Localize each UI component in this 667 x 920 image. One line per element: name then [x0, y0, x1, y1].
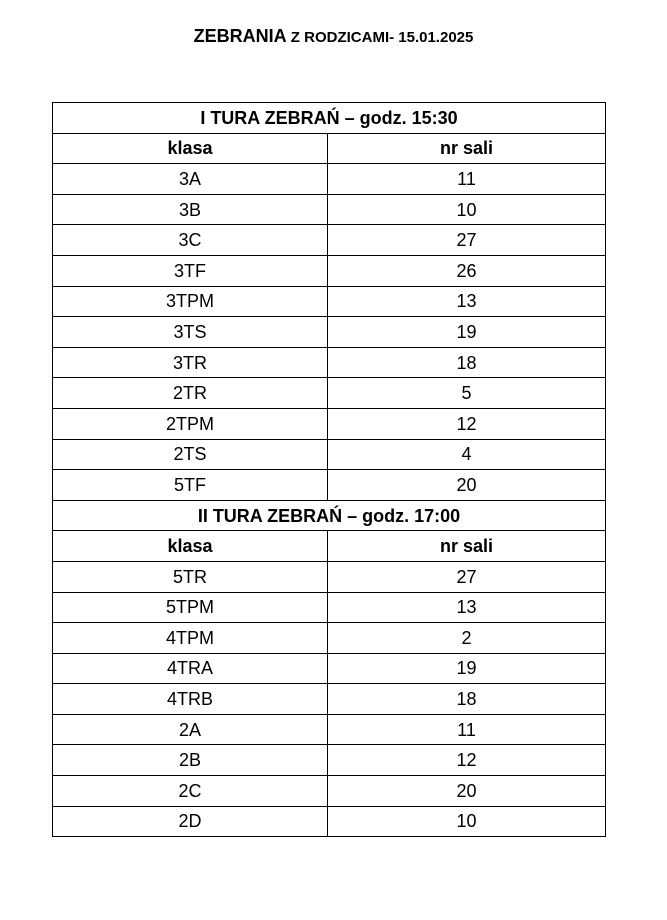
room-cell: 27	[328, 225, 606, 256]
document-title	[0, 26, 667, 47]
column-header-room: nr sali	[328, 531, 606, 562]
table-row	[53, 623, 606, 654]
table-row	[53, 653, 606, 684]
table-row	[53, 561, 606, 592]
tour-header-row	[53, 500, 606, 531]
class-cell: 3A	[53, 164, 328, 195]
meetings-table-body	[53, 103, 606, 837]
room-cell: 19	[328, 653, 606, 684]
column-header-row	[53, 133, 606, 164]
room-cell: 20	[328, 776, 606, 807]
room-cell: 10	[328, 194, 606, 225]
class-cell: 2D	[53, 806, 328, 837]
class-cell: 2TR	[53, 378, 328, 409]
class-cell: 3TR	[53, 347, 328, 378]
table-row	[53, 317, 606, 348]
room-cell: 11	[328, 714, 606, 745]
room-cell: 18	[328, 684, 606, 715]
room-cell: 4	[328, 439, 606, 470]
class-cell: 5TR	[53, 561, 328, 592]
class-cell: 5TPM	[53, 592, 328, 623]
table-row	[53, 776, 606, 807]
room-cell: 12	[328, 745, 606, 776]
class-cell: 2B	[53, 745, 328, 776]
column-header-class: klasa	[53, 133, 328, 164]
class-cell: 3C	[53, 225, 328, 256]
table-row	[53, 378, 606, 409]
room-cell: 19	[328, 317, 606, 348]
title-subtitle: Z RODZICAMI- 15.01.2025	[286, 29, 474, 46]
table-row	[53, 714, 606, 745]
room-cell: 5	[328, 378, 606, 409]
room-cell: 13	[328, 592, 606, 623]
class-cell: 5TF	[53, 470, 328, 501]
tour-header-row	[53, 103, 606, 134]
title-main: ZEBRANIA	[193, 26, 287, 46]
class-cell: 4TPM	[53, 623, 328, 654]
room-cell: 2	[328, 623, 606, 654]
column-header-row	[53, 531, 606, 562]
room-cell: 20	[328, 470, 606, 501]
class-cell: 2A	[53, 714, 328, 745]
table-row	[53, 347, 606, 378]
table-row	[53, 194, 606, 225]
tour-title: I TURA ZEBRAŃ – godz. 15:30	[53, 103, 606, 134]
table-row	[53, 439, 606, 470]
tour-title: II TURA ZEBRAŃ – godz. 17:00	[53, 500, 606, 531]
class-cell: 2TPM	[53, 408, 328, 439]
room-cell: 13	[328, 286, 606, 317]
table-row	[53, 684, 606, 715]
table-row	[53, 745, 606, 776]
class-cell: 3TS	[53, 317, 328, 348]
table-row	[53, 806, 606, 837]
room-cell: 11	[328, 164, 606, 195]
table-row	[53, 164, 606, 195]
class-cell: 2C	[53, 776, 328, 807]
table-row	[53, 408, 606, 439]
room-cell: 26	[328, 255, 606, 286]
table-row	[53, 286, 606, 317]
column-header-room: nr sali	[328, 133, 606, 164]
meetings-table	[52, 102, 606, 837]
table-row	[53, 592, 606, 623]
table-row	[53, 470, 606, 501]
room-cell: 10	[328, 806, 606, 837]
class-cell: 4TRA	[53, 653, 328, 684]
room-cell: 18	[328, 347, 606, 378]
class-cell: 2TS	[53, 439, 328, 470]
table-row	[53, 225, 606, 256]
class-cell: 3B	[53, 194, 328, 225]
class-cell: 4TRB	[53, 684, 328, 715]
room-cell: 12	[328, 408, 606, 439]
class-cell: 3TF	[53, 255, 328, 286]
room-cell: 27	[328, 561, 606, 592]
table-row	[53, 255, 606, 286]
column-header-class: klasa	[53, 531, 328, 562]
class-cell: 3TPM	[53, 286, 328, 317]
